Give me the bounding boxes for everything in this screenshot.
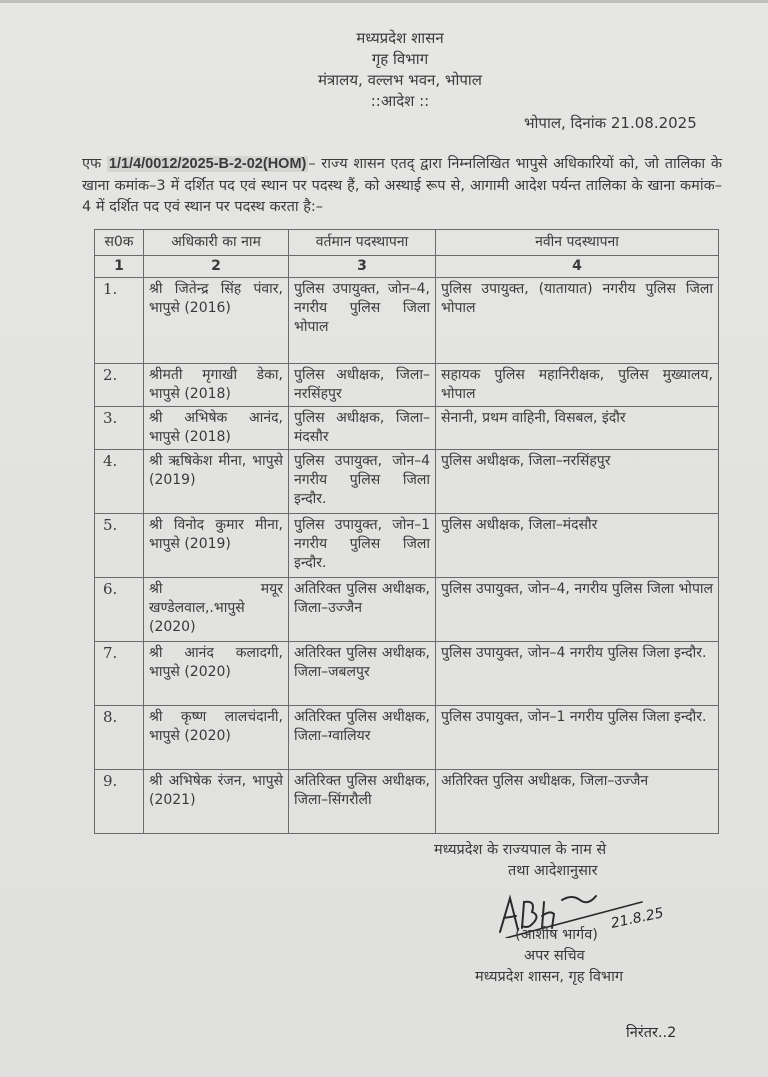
column-number: 1 [95, 256, 144, 278]
office-address: मंत्रालय, वल्लभ भवन, भोपाल [318, 71, 482, 89]
signatory-department: मध्यप्रदेश शासन, गृह विभाग [475, 969, 624, 985]
current-posting: पुलिस अधीक्षक, जिला–नरसिंहपुर [289, 364, 436, 407]
table-row [95, 407, 719, 450]
current-posting: पुलिस उपायुक्त, जोन–1 नगरीय पुलिस जिला इन्दौर. [289, 514, 436, 578]
new-posting: पुलिस अधीक्षक, जिला–मंदसौर [436, 514, 719, 578]
serial-no: 8. [95, 706, 144, 770]
current-posting: अतिरिक्त पुलिस अधीक्षक, जिला–सिंगरौली [289, 770, 436, 834]
table-row [95, 278, 719, 364]
column-number: 2 [144, 256, 289, 278]
order-body-text: – राज्य शासन एतद् द्वारा निम्नलिखित भापुसे अधिकारियों को, जो तालिका के खाना कमांक–3 में दर्शित पद एवं स्थान पर पदस्थ हैं, को अस्थाई रूप से, आगामी आदेश पर्यन्त तालिका के खाना कमांक–4 में दर्शित पद एवं स्थान पर पदस्थ करता है:– [82, 156, 723, 215]
officer-name: श्री जितेन्द्र सिंह पंवार, भापुसे (2016) [144, 278, 289, 364]
by-order-line: तथा आदेशानुसार [508, 863, 598, 879]
column-number: 4 [436, 256, 719, 278]
government-name: मध्यप्रदेश शासन [356, 29, 444, 47]
letterhead [0, 28, 768, 112]
officer-name: श्री अभिषेक आनंद, भापुसे (2018) [144, 407, 289, 450]
page-top-edge [0, 0, 768, 3]
current-posting: पुलिस उपायुक्त, जोन–4, नगरीय पुलिस जिला भोपाल [289, 278, 436, 364]
file-prefix: एफ [82, 156, 102, 172]
table-row [95, 364, 719, 407]
signatory-name: (आशीष भार्गव) [515, 927, 598, 943]
new-posting: सेनानी, प्रथम वाहिनी, विसबल, इंदौर [436, 407, 719, 450]
new-posting: अतिरिक्त पुलिस अधीक्षक, जिला–उज्जैन [436, 770, 719, 834]
serial-no: 5. [95, 514, 144, 578]
officer-name: श्री कृष्ण लालचंदानी, भापुसे (2020) [144, 706, 289, 770]
order-intro-paragraph [82, 154, 722, 219]
table-row [95, 770, 719, 834]
officer-name: श्री विनोद कुमार मीना, भापुसे (2019) [144, 514, 289, 578]
current-posting: अतिरिक्त पुलिस अधीक्षक, जिला–ग्वालियर [289, 706, 436, 770]
place-date: भोपाल, दिनांक 21.08.2025 [524, 114, 697, 132]
header-serial-no: स0क [95, 230, 144, 256]
table-row [95, 642, 719, 706]
table-row [95, 514, 719, 578]
officer-name: श्रीमती मृगाखी डेका, भापुसे (2018) [144, 364, 289, 407]
new-posting: पुलिस उपायुक्त, जोन–4 नगरीय पुलिस जिला इन्दौर. [436, 642, 719, 706]
posting-table [94, 229, 719, 834]
column-number-row [95, 256, 719, 278]
new-posting: पुलिस उपायुक्त, जोन–4, नगरीय पुलिस जिला भोपाल [436, 578, 719, 642]
officer-name: श्री ऋषिकेश मीना, भापुसे (2019) [144, 450, 289, 514]
table-header-row [95, 230, 719, 256]
header-officer-name: अधिकारी का नाम [144, 230, 289, 256]
table-row [95, 706, 719, 770]
officer-name: श्री आनंद कलादगी, भापुसे (2020) [144, 642, 289, 706]
column-number: 3 [289, 256, 436, 278]
svg-text:21.8.25: 21.8.25 [609, 905, 666, 932]
serial-no: 6. [95, 578, 144, 642]
serial-no: 2. [95, 364, 144, 407]
current-posting: पुलिस उपायुक्त, जोन–4 नगरीय पुलिस जिला इन्दौर. [289, 450, 436, 514]
signatory-designation: अपर सचिव [524, 948, 585, 964]
new-posting: पुलिस अधीक्षक, जिला–नरसिंहपुर [436, 450, 719, 514]
department-name: गृह विभाग [371, 50, 429, 68]
new-posting: पुलिस उपायुक्त, जोन–1 नगरीय पुलिस जिला इन्दौर. [436, 706, 719, 770]
header-new-posting: नवीन पदस्थापना [436, 230, 719, 256]
serial-no: 9. [95, 770, 144, 834]
current-posting: अतिरिक्त पुलिस अधीक्षक, जिला–उज्जैन [289, 578, 436, 642]
serial-no: 4. [95, 450, 144, 514]
officer-name: श्री अभिषेक रंजन, भापुसे (2021) [144, 770, 289, 834]
table-row [95, 578, 719, 642]
current-posting: अतिरिक्त पुलिस अधीक्षक, जिला–जबलपुर [289, 642, 436, 706]
authority-line: मध्यप्रदेश के राज्यपाल के नाम से [434, 842, 607, 858]
officer-name: श्री मयूर खण्डेलवाल,.भापुसे (2020) [144, 578, 289, 642]
header-current-posting: वर्तमान पदस्थापना [289, 230, 436, 256]
new-posting: पुलिस उपायुक्त, (यातायात) नगरीय पुलिस जिला भोपाल [436, 278, 719, 364]
order-title: ::आदेश :: [370, 92, 430, 110]
new-posting: सहायक पुलिस महानिरीक्षक, पुलिस मुख्यालय, भोपाल [436, 364, 719, 407]
serial-no: 3. [95, 407, 144, 450]
continued-marker: निरंतर..2 [626, 1025, 677, 1041]
serial-no: 1. [95, 278, 144, 364]
table-row [95, 450, 719, 514]
reference-number: 1/1/4/0012/2025-B-2-02(HOM) [108, 156, 307, 172]
serial-no: 7. [95, 642, 144, 706]
current-posting: पुलिस अधीक्षक, जिला–मंदसौर [289, 407, 436, 450]
